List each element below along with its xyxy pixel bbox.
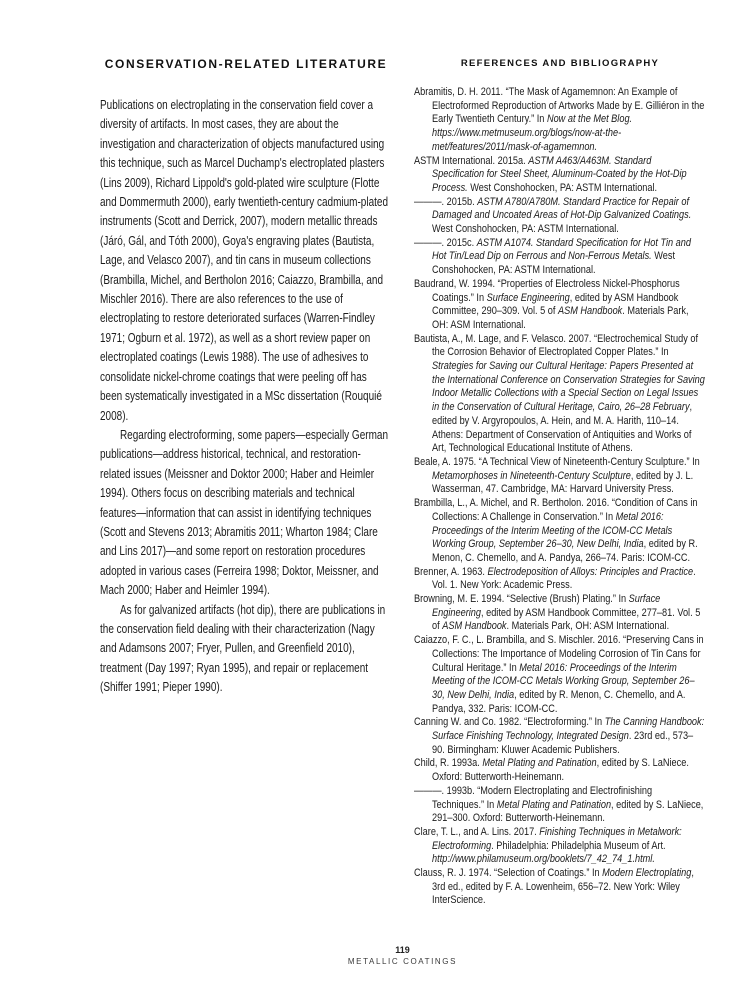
reference-entry: ———. 2015c. ASTM A1074. Standard Specification for Hot Tin and Hot Tin/Lead Dip on Ferrous and Non-Ferrous Metals. West Conshohocken, PA: ASTM International. [414, 236, 691, 277]
reference-entry: Abramitis, D. H. 2011. “The Mask of Agamemnon: An Example of Electroformed Reproduction of Artworks Made by E. Gilliéron in the Early Twentieth Century.” In Now at the Met Blog. https://www.metmuseum.org/blogs/now-at-the-met/features/2011/mask-of-agamemnon. [414, 86, 705, 153]
reference-entry: Clauss, R. J. 1974. “Selection of Coatings.” In Modern Electroplating, 3rd ed., edited by F. A. Lowenheim, 656–72. New York: Wiley InterScience. [414, 867, 694, 907]
article-paragraph: Regarding electroforming, some papers—especially German publications—address historical, technical, and restoration-related issues (Meissner and Doktor 2000; Haber and Heimler 1994). Others focus on describing materials and technical features—information that can assist in identifying techniques (Scott and Stevens 2013; Abramitis 2011; Wharton 1984; Clare and Lins 2017)—and some report on restoration procedures adopted in various cases (Ferreira 1998; Doktor, Meissner, and Mach 2000; Haber and Heimler 1994). [100, 426, 388, 598]
reference-entry: Beale, A. 1975. “A Technical View of Nineteenth-Century Sculpture.” In Metamorphoses in Nineteenth-Century Sculpture, edited by J. L. Wasserman, 47. Cambridge, MA: Harvard University Press. [414, 455, 700, 496]
section-heading-right: REFERENCES AND BIBLIOGRAPHY [460, 58, 660, 69]
article-paragraph: Publications on electroplating in the conservation field cover a diversity of artifacts. In most cases, they are about the investigation and characterization of objects manufactured using this technique, such as Marcel Duchamp's electroplated plasters (Lins 2009), Richard Lippold's gold-plated wire sculpture (Flotte and Dommermuth 2000), early twentieth-century cadmium-plated instruments (Scott and Derrick, 2007), modern metallic threads (Járó, Gál, and Tóth 2000), Goya's engraving plates (Bautista, Lage, and Velasco 2007), and tin cans in museum collections (Brambilla, Michel, and Bertholon 2016; Caiazzo, Brambilla, and Mischler 2016). There are also references to the use of electroplating to restore deteriorated surfaces (Warren-Findley 1971; Ogburn et al. 1972), as well as a short review paper on electroplated coatings (Lewis 1988). The use of adhesives to consolidate nickel-chrome coatings that were peeling off has been systematically investigated in a MSc dissertation (Rouquié 2008). [100, 97, 389, 423]
references-column [414, 58, 706, 908]
section-heading-left: CONSERVATION-RELATED LITERATURE [104, 57, 388, 71]
reference-entry: ———. 2015b. ASTM A780/A780M. Standard Practice for Repair of Damaged and Uncoated Areas of Hot-Dip Galvanized Coatings. West Conshohocken, PA: ASTM International. [414, 195, 692, 236]
reference-entry: ———. 1993b. “Modern Electroplating and Electrofinishing Techniques.” In Metal Plating and Patination, edited by S. LaNiece, 291–300. Oxford: Butterworth-Heinemann. [414, 784, 704, 825]
reference-entry: Brambilla, L., A. Michel, and R. Bertholon. 2016. “Condition of Cans in Collections: A Challenge in Conservation.” In Metal 2016: Proceedings of the Interim Meeting of the ICOM-CC Metals Working Group, September 26–30, New Delhi, India, edited by R. Menon, C. Chemello, and A. Pandya, 266–74. Paris: ICOM-CC. [414, 497, 698, 564]
page-number: 119 [395, 945, 410, 955]
article-column [100, 57, 392, 697]
reference-entry: Brenner, A. 1963. Electrodeposition of Alloys: Principles and Practice. Vol. 1. New York: Academic Press. [414, 565, 696, 592]
article-body [100, 95, 391, 697]
article-paragraph: As for galvanized artifacts (hot dip), there are publications in the conservation field dealing with their characterization (Nagy and Adamsons 2007; Fryer, Pullen, and Greenfield 2010), treatment (Day 1997; Ryan 1995), and repair or replacement (Shiffer 1991; Pieper 1990). [100, 601, 386, 695]
reference-entry: Caiazzo, F. C., L. Brambilla, and S. Mischler. 2016. “Preserving Cans in Collections: The Importance of Modeling Corrosion of Tin Cans for Cultural Heritage.” In Metal 2016: Proceedings of the Interim Meeting of the ICOM-CC Metals Working Group, September 26–30, New Delhi, India, edited by R. Menon, C. Chemello, and A. Pandya, 332. Paris: ICOM-CC. [414, 634, 704, 715]
reference-entry: Canning W. and Co. 1982. “Electroforming.” In The Canning Handbook: Surface Finishing Technology, Integrated Design. 23rd ed., 573–90. Birmingham: Kluwer Academic Publishers. [414, 716, 705, 756]
page-footer [100, 945, 705, 967]
reference-entry: Baudrand, W. 1994. “Properties of Electroless Nickel-Phosphorus Coatings.” In Surface Engineering, edited by ASM Handbook Committee, 290–309. Vol. 5 of ASM Handbook. Materials Park, OH: ASM International. [414, 277, 689, 331]
reference-entry: Bautista, A., M. Lage, and F. Velasco. 2007. “Electrochemical Study of the Corrosion Behavior of Electroplated Copper Plates.” In Strategies for Saving our Cultural Heritage: Papers Presented at the International Conference on Conservation Strategies for Saving Indoor Metallic Collections with a Special Section on Legal Issues in the Conservation of Cultural Heritage, Cairo, 26–28 February, edited by V. Argyropoulos, A. Hein, and M. A. Harith, 110–14. Athens: Department of Conservation of Antiquities and Works of Art, Technological Educational Institute of Athens. [414, 332, 705, 455]
reference-entry: ASTM International. 2015a. ASTM A463/A463M. Standard Specification for Steel Sheet, Aluminum-Coated by the Hot-Dip Process. West Conshohocken, PA: ASTM International. [414, 154, 687, 194]
running-title: METALLIC COATINGS [347, 957, 458, 966]
reference-entry: Child, R. 1993a. Metal Plating and Patination, edited by S. LaNiece. Oxford: Butterworth-Heinemann. [414, 757, 689, 784]
reference-list [414, 86, 705, 908]
reference-entry: Clare, T. L., and A. Lins. 2017. Finishing Techniques in Metalwork: Electroforming. Philadelphia: Philadelphia Museum of Art. http://www.philamuseum.org/booklets/7_42_74_1.html. [414, 825, 682, 866]
reference-entry: Browning, M. E. 1994. “Selective (Brush) Plating.” In Surface Engineering, edited by ASM Handbook Committee, 277–81. Vol. 5 of ASM Handbook. Materials Park, OH: ASM International. [414, 593, 701, 633]
